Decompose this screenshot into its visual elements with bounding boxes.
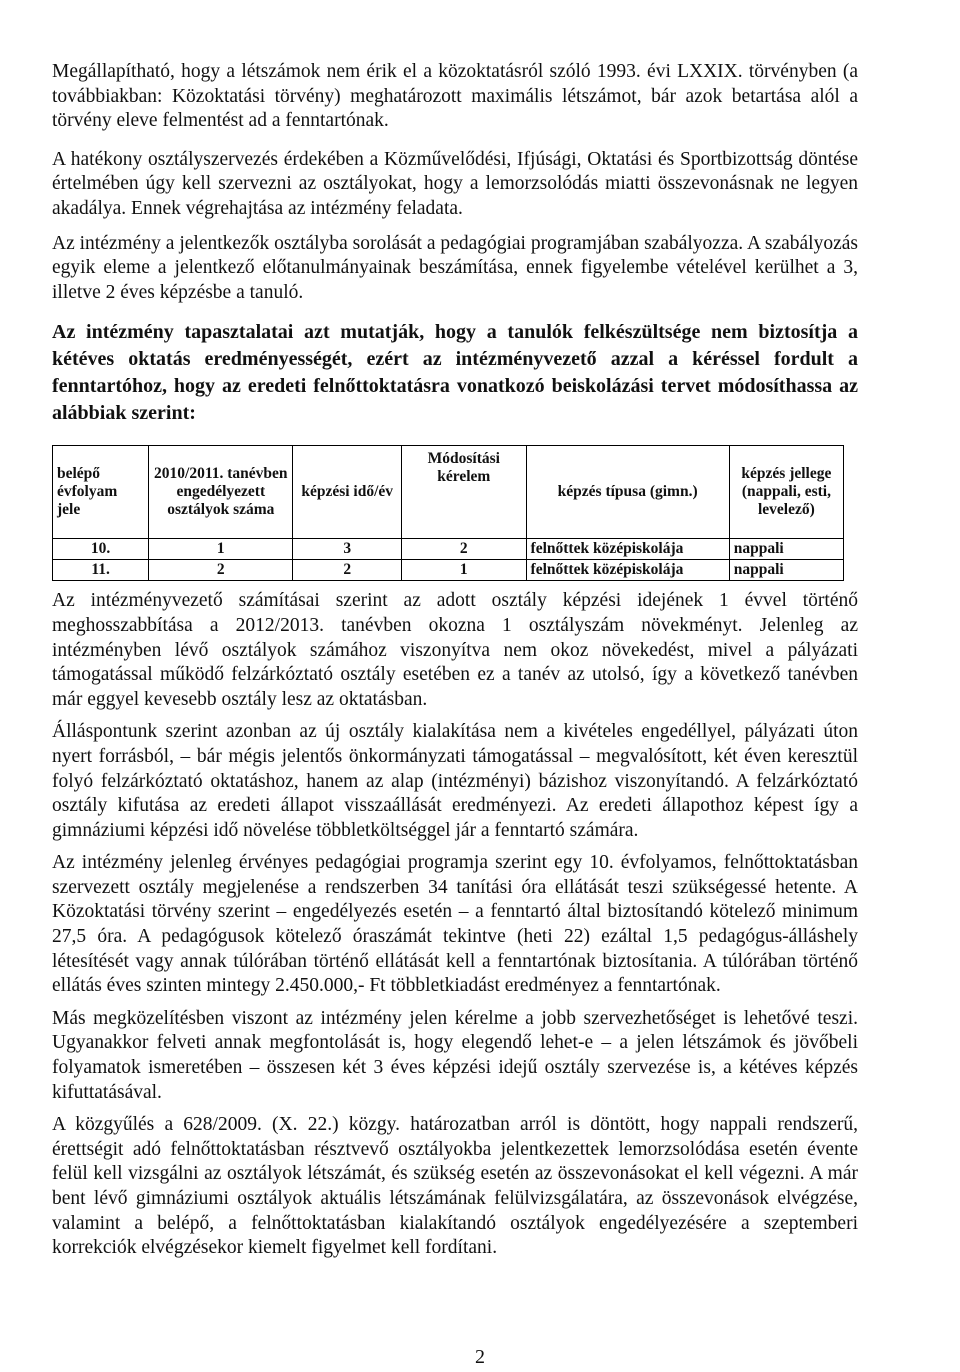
cell-training-type: felnőttek középiskolája bbox=[526, 539, 729, 560]
paragraph-class-organization: A hatékony osztályszervezés érdekében a Közművelődési, Ifjúsági, Oktatási és Sportbizottság döntése értelmében úgy kell szervezni az osztályokat, hogy a lemorzsolódás miatti összevonásnak ne legyen akadálya. Ennek végrehajtása az intézmény feladata. bbox=[52, 148, 858, 219]
cell-modification-request: 1 bbox=[402, 560, 527, 581]
header-modification-request: Módosítási kérelem bbox=[402, 446, 527, 539]
paragraph-assembly-decision: A közgyűlés a 628/2009. (X. 22.) közgy. határozatban arról is döntött, hogy nappali rendszerű, érettségit adó felnőttoktatásban résztvevő osztályokba jelentkezettek lemorzsolódása esetén évente felül kell vizsgálni az osztályok létszámát, és szükség esetén az összevonásokat el kell végezni. A már bent lévő gimnáziumi osztályok aktuális létszámának felülvizsgálatára, az összevonások elvégzése, valamint a belépő, a felnőttoktatásban kialakítandó osztályok engedélyezésére a szeptemberi korrekciók elvégzésekor kiemelt figyelmet kell fordítani. bbox=[52, 1114, 858, 1259]
cell-training-years: 2 bbox=[293, 560, 402, 581]
cell-training-years: 3 bbox=[293, 539, 402, 560]
header-entry-grade: belépő évfolyam jele bbox=[53, 446, 149, 539]
paragraph-legal-limits: Megállapítható, hogy a létszámok nem érik el a közoktatásról szóló 1993. évi LXXIX. törvényben (a továbbiakban: Közoktatási törvény) meghatározott maximális létszámot, bár azok betartása alól a törvény eleve felmentést ad a fenntartónak. bbox=[52, 61, 858, 132]
header-training-mode: képzés jellege (nappali, esti, levelező) bbox=[729, 446, 843, 539]
enrollment-table bbox=[52, 445, 844, 581]
table-row bbox=[53, 560, 844, 581]
paragraph-calculation: Az intézményvezető számításai szerint az adott osztály képzési idejének 1 évvel történő meghosszabbítása a 2012/2013. tanévben okozna 1 osztályszám növekményt. Jelenleg az intézményben lévő osztályok számához viszonyítva nem okoz növekedést, mivel a pályázati támogatással működő felzárkóztató osztály esetében ez a tanév az utolsó, így a következő tanévben már eggyel kevesebb osztály lesz az oktatásban. bbox=[52, 590, 858, 710]
cell-grade: 11. bbox=[53, 560, 149, 581]
header-training-type: képzés típusa (gimn.) bbox=[526, 446, 729, 539]
header-approved-classes: 2010/2011. tanévben engedélyezett osztályok száma bbox=[149, 446, 293, 539]
cell-training-type: felnőttek középiskolája bbox=[526, 560, 729, 581]
cell-modification-request: 2 bbox=[402, 539, 527, 560]
cell-training-mode: nappali bbox=[729, 560, 843, 581]
header-training-years: képzési idő/év bbox=[293, 446, 402, 539]
cell-grade: 10. bbox=[53, 539, 149, 560]
paragraph-pedagogical-program: Az intézmény jelenleg érvényes pedagógiai programja szerint egy 10. évfolyamos, felnőttoktatásban szervezett osztály megjelenése a rendszerben 34 tanítási óra ellátását teszi szükségessé hetente. A Közoktatási törvény szerint – engedélyezés esetén – a fenntartó által biztosítandó kötelező minimum 27,5 óra. A pedagógusok kötelező óraszámát tekintve (heti 22) ezáltal 1,5 pedagógus-álláshely létesítését vagy annak túlórában történő ellátását kell a fenntartónak biztosítania. A túlórában történő ellátás éves szinten mintegy 2.450.000,- Ft többletkiadást eredményez a fenntartónak. bbox=[52, 852, 858, 997]
cell-approved-classes: 1 bbox=[149, 539, 293, 560]
paragraph-class-assignment: Az intézmény a jelentkezők osztályba sorolását a pedagógiai programjában szabályozza. A szabályozás egyik eleme a jelentkező előtanulmányainak beszámítása, ennek figyelembe vételével kerülhet a 3, illetve 2 éves képzésbe a tanuló. bbox=[52, 232, 858, 303]
document-page bbox=[52, 60, 858, 1261]
cell-training-mode: nappali bbox=[729, 539, 843, 560]
table-header-row bbox=[53, 446, 844, 539]
table-row bbox=[53, 539, 844, 560]
paragraph-position: Álláspontunk szerint azonban az új osztály kialakítása nem a kivételes engedéllyel, pályázati úton nyert forrásból, – bár mégis jelentős önkormányzati támogatással – megvalósított, két éven keresztül folyó felzárkóztató oktatáshoz, hanem az alap (intézményi) bázishoz viszonyítandó. A felzárkóztató osztály kifutása az eredeti állapot visszaállását eredményezi. Az eredeti állapothoz képest így a gimnáziumi képzési idő növelése többletköltséggel jár a fenntartó számára. bbox=[52, 721, 858, 841]
paragraph-alternative-view: Más megközelítésben viszont az intézmény jelen kérelme a jobb szervezhetőséget is lehetővé teszi. Ugyanakkor felveti annak megfontolását is, hogy elegendő lehet-e – a jelen létszámok és jövőbeli folyamatok ismeretében – összesen két 3 éves képzési idejű osztály szervezése is, a kétéves képzés kifuttatásával. bbox=[52, 1007, 858, 1103]
paragraph-request-summary: Az intézmény tapasztalatai azt mutatják, hogy a tanulók felkészültsége nem biztosítja a kétéves oktatás eredményességét, ezért az intézményvezető azzal a kéréssel fordult a fenntartóhoz, hogy az eredeti felnőttoktatásra vonatkozó beiskolázási tervet módosíthassa az alábbiak szerint: bbox=[52, 321, 858, 425]
page-number: 2 bbox=[475, 1346, 485, 1368]
cell-approved-classes: 2 bbox=[149, 560, 293, 581]
